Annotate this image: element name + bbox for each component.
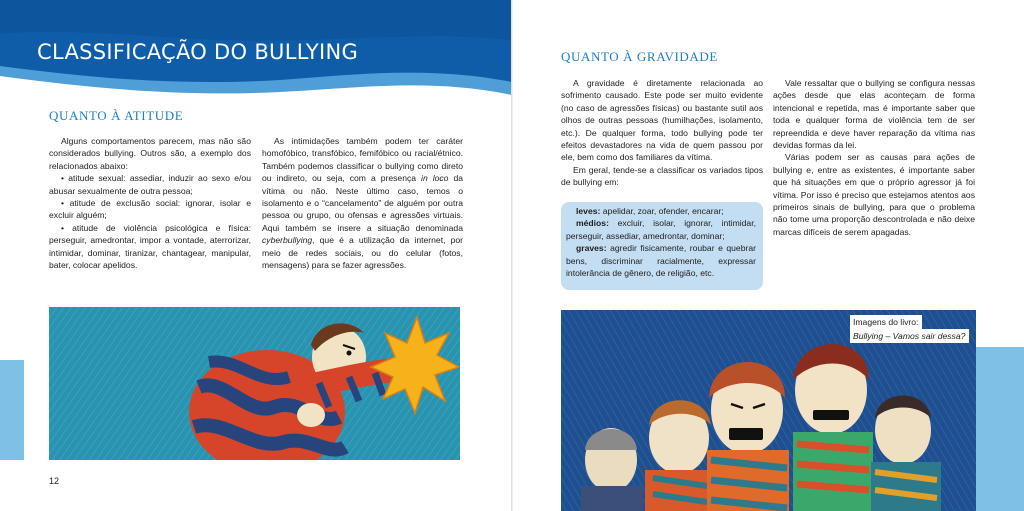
page-gutter	[511, 0, 513, 511]
severity-box	[561, 202, 763, 290]
section-heading-atitude: QUANTO À ATITUDE	[49, 108, 184, 123]
bullet-item: • atitude de exclusão social: ignorar, isolar e excluir alguém;	[49, 198, 251, 221]
paragraph: Várias podem ser as causas para ações de bullying e, entre as existentes, é importante saber que há situações em que o próprio agressor já foi vítima. Por isso é preciso que estejamos atentos aos primeiros sinais de bullying, para que o problema não tome uma proporção descontrolada e não deixe marcas difíceis de serem apagadas.	[773, 152, 975, 237]
severity-graves: graves: agredir fisicamente, roubar e quebrar bens, discriminar racialmente, expressar intolerância de gênero, de religião, etc.	[566, 243, 756, 279]
caption-book-title: Bullying – Vamos sair dessa?	[850, 329, 969, 343]
left-column-2	[262, 135, 463, 271]
page-number: 12	[49, 476, 60, 486]
page-title: CLASSIFICAÇÃO DO BULLYING	[37, 40, 359, 64]
decorative-strip	[0, 360, 24, 460]
illustration-punching-figure	[49, 307, 460, 460]
right-column-1	[561, 77, 763, 189]
right-column-2	[773, 77, 975, 238]
paragraph: Alguns comportamentos parecem, mas não são considerados bullying. Outros são, a exemplo dos relacionados abaixo:	[49, 136, 251, 171]
paragraph: Em geral, tende-se a classificar os variados tipos de bullying em:	[561, 164, 763, 188]
bullet-item: • atitude de violência psicológica e física: perseguir, amedrontar, impor a vontade, aterrorizar, intimidar, dominar, tiranizar, chantagear, manipular, bater, colocar apelidos.	[49, 222, 251, 271]
bullet-item: • atitude sexual: assediar, induzir ao sexo e/ou abusar sexualmente de outra pessoa;	[49, 173, 251, 196]
paragraph: Vale ressaltar que o bullying se configura nessas ações desde que elas aconteçam de forma intencional e repetida, mas é importante saber que toda e qualquer forma de violência tem de ser repreendida e deve haver reparação da vítima nas devidas formas da lei.	[773, 78, 975, 151]
image-caption	[850, 315, 975, 343]
paragraph: As intimidações também podem ter caráter homofóbico, transfóbico, femifóbico ou racial/étnico. Também podemos classificar o bullying como direto ou indireto, ou seja, com a presença in loco da vítima ou não. Neste último caso, temos o isolamento e o “cancelamento” de alguém por outra pessoa ou grupo, ou ofensas e agressões virtuais. Aqui também se insere a situação denominada cyberbullying, que é a utilização da internet, por meio de redes sociais, ou do celular (fotos, mensagens) para se fazer agressões.	[262, 136, 464, 271]
left-column-1	[49, 135, 251, 271]
paragraph: A gravidade é diretamente relacionada ao sofrimento causado. Este pode ser muito evidente (no caso de agressões físicas) ou bastante sutil aos olhos de outras pessoas (humilhações, isolamento, etc.). De qualquer forma, todo bullying pode ter efeitos devastadores na vida de quem passou por ele, bem como dos familiares da vítima.	[561, 78, 763, 163]
decorative-strip	[976, 347, 1024, 511]
caption-source: Imagens do livro:	[850, 315, 922, 329]
severity-leves: leves: apelidar, zoar, ofender, encarar;	[576, 206, 724, 216]
section-heading-gravidade: QUANTO À GRAVIDADE	[561, 49, 718, 64]
severity-medios: médios: excluir, isolar, ignorar, intimidar, perseguir, assediar, amedrontar, dominar;	[566, 218, 756, 241]
